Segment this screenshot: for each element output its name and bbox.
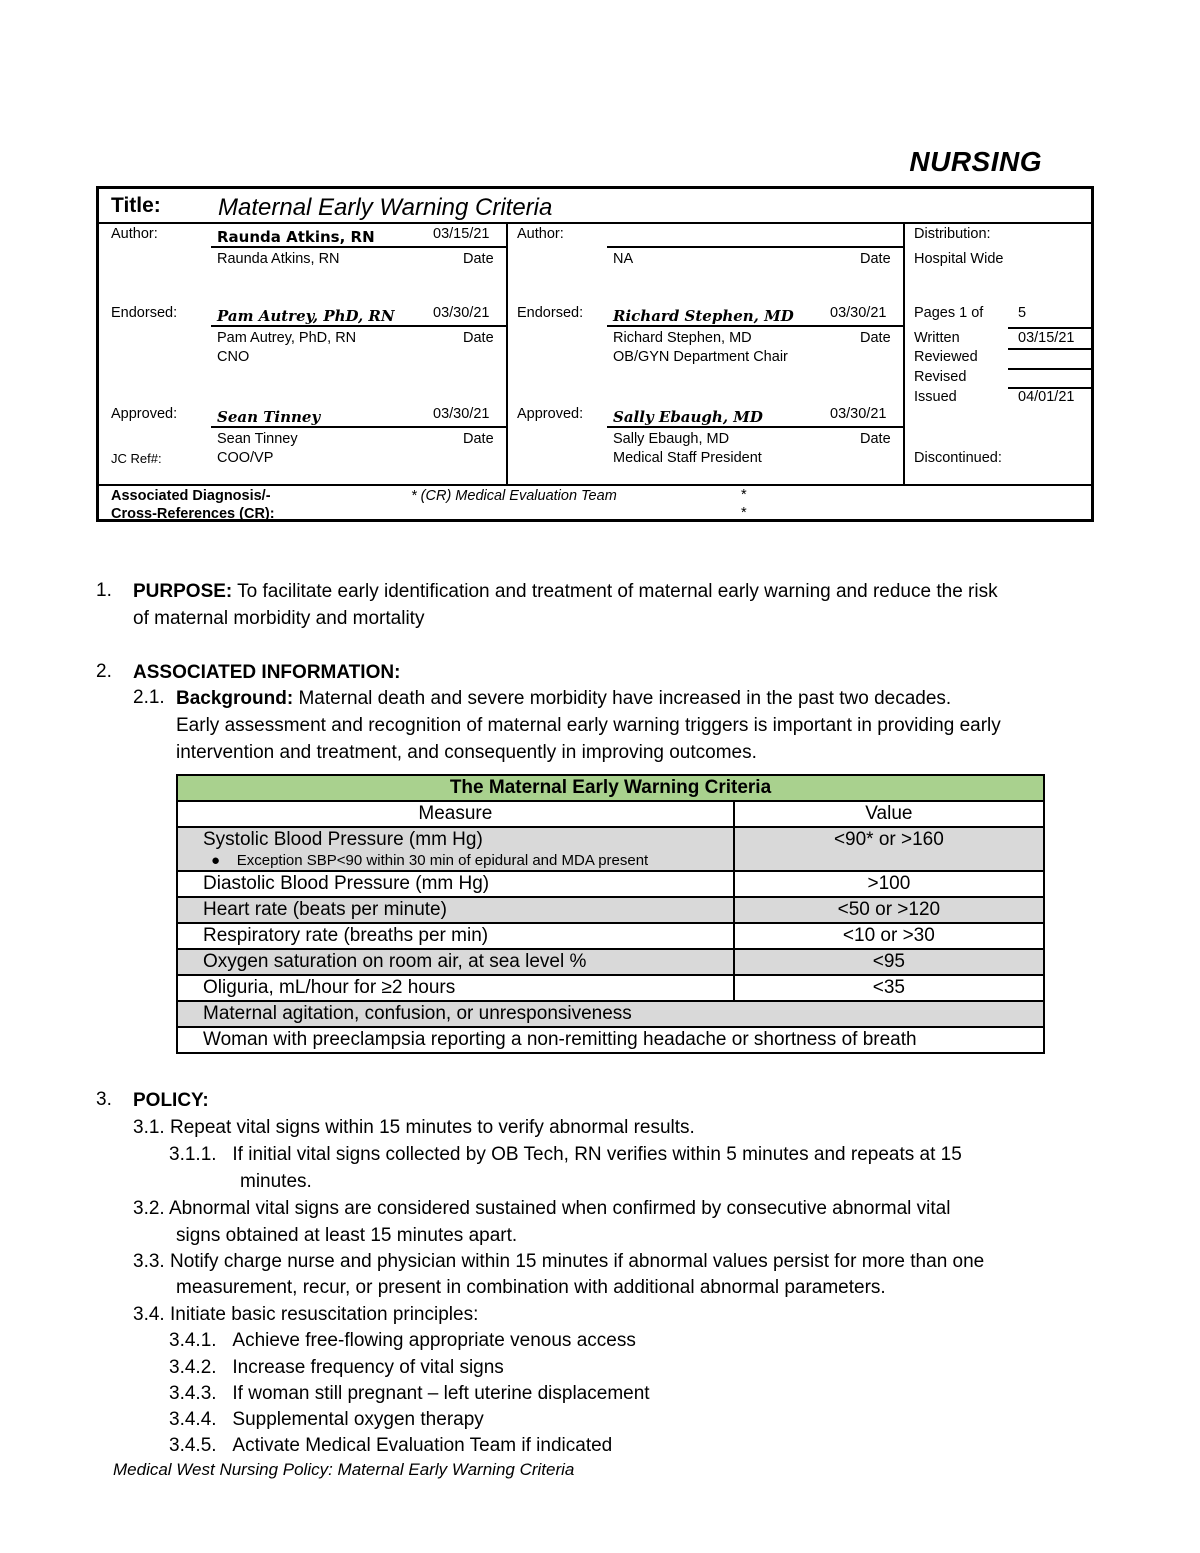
title-value: Maternal Early Warning Criteria — [218, 194, 553, 221]
page-footer: Medical West Nursing Policy: Maternal Early Warning Criteria — [113, 1460, 575, 1479]
full-row-cell: Maternal agitation, confusion, or unresponsiveness — [177, 1001, 1044, 1027]
approved-label: Approved: — [111, 406, 178, 422]
value-cell: <90* or >160 — [734, 827, 1044, 871]
title-label: Title: — [111, 194, 161, 217]
list-item-continuation: minutes. — [240, 1171, 312, 1192]
approved2-label: Approved: — [517, 406, 584, 422]
approved1-signature: Sean Tinney — [217, 408, 321, 426]
written-top-line — [1008, 327, 1094, 329]
table-row — [177, 923, 1044, 949]
column-divider-2 — [903, 222, 905, 484]
approved1-role: COO/VP — [217, 450, 274, 466]
measure-cell: Diastolic Blood Pressure (mm Hg) — [177, 871, 734, 897]
measure-cell: Oxygen saturation on room air, at sea level % — [177, 949, 734, 975]
assoc-label-2: Cross-References (CR): — [111, 506, 275, 522]
assoc-star-2: * — [741, 505, 747, 521]
background-number: 2.1. — [133, 687, 165, 708]
column-divider-1 — [506, 222, 508, 484]
issued-label: Issued — [914, 389, 957, 405]
purpose-line-1 — [133, 579, 998, 606]
approved1-name: Sean Tinney — [217, 431, 298, 447]
list-item: 3.1. Repeat vital signs within 15 minutes to verify abnormal results. — [133, 1117, 695, 1138]
author1-date: 03/15/21 — [433, 226, 490, 242]
list-item: 3.2. Abnormal vital signs are considered sustained when confirmed by consecutive abnormal vital — [133, 1198, 951, 1219]
measure-exception — [203, 852, 733, 870]
policy-label: POLICY: — [133, 1090, 209, 1111]
endorsed1-date: 03/30/21 — [433, 305, 490, 321]
department-heading: NURSING — [909, 146, 1042, 177]
list-item: 3.4.3. If woman still pregnant – left uterine displacement — [169, 1383, 650, 1404]
value-cell: <35 — [734, 975, 1044, 1001]
measure-cell: Respiratory rate (breaths per min) — [177, 923, 734, 949]
list-item-continuation: signs obtained at least 15 minutes apart. — [176, 1225, 518, 1246]
endorsed1-signature: Pam Autrey, PhD, RN — [217, 307, 395, 325]
approved2-date: 03/30/21 — [830, 406, 887, 422]
endorsed2-signature-line — [607, 325, 903, 327]
criteria-table-header-row — [177, 801, 1044, 827]
list-item: 3.4.2. Increase frequency of vital signs — [169, 1357, 504, 1378]
column-header-measure: Measure — [177, 801, 734, 827]
table-row — [177, 897, 1044, 923]
list-item: 3.4.4. Supplemental oxygen therapy — [169, 1409, 484, 1430]
written-line — [1008, 348, 1094, 350]
assoc-divider — [99, 484, 1091, 486]
author1-name: Raunda Atkins, RN — [217, 251, 340, 267]
associated-label: ASSOCIATED INFORMATION: — [133, 662, 401, 683]
table-row — [177, 975, 1044, 1001]
approved1-signature-line — [211, 426, 506, 428]
distribution-label: Distribution: — [914, 226, 991, 242]
table-row — [177, 871, 1044, 897]
pages-label: Pages 1 of — [914, 305, 984, 321]
approved1-date-label: Date — [463, 431, 494, 447]
list-item: 3.4.5. Activate Medical Evaluation Team if indicated — [169, 1435, 613, 1456]
approved2-date-label: Date — [860, 431, 891, 447]
list-item: 3.4.1. Achieve free-flowing appropriate venous access — [169, 1330, 636, 1351]
full-row-cell: Woman with preeclampsia reporting a non-remitting headache or shortness of breath — [177, 1027, 1044, 1053]
pages-value: 5 — [1018, 305, 1027, 321]
author-label: Author: — [111, 226, 158, 242]
author2-signature-line — [607, 246, 903, 248]
criteria-table — [176, 774, 1045, 1054]
background-label: Background: — [176, 688, 294, 709]
distribution-value: Hospital Wide — [914, 251, 1004, 267]
approved2-role: Medical Staff President — [613, 450, 762, 466]
column-header-value: Value — [734, 801, 1044, 827]
approved2-signature-line — [607, 426, 903, 428]
measure-cell — [177, 827, 734, 871]
purpose-line-2: of maternal morbidity and mortality — [133, 608, 425, 629]
list-item: 3.4. Initiate basic resuscitation principles: — [133, 1304, 479, 1325]
endorsed2-signature: Richard Stephen, MD — [613, 307, 794, 325]
approved2-name: Sally Ebaugh, MD — [613, 431, 730, 447]
endorsed2-date-label: Date — [860, 330, 891, 346]
value-cell: <95 — [734, 949, 1044, 975]
assoc-star-1: * — [741, 487, 747, 503]
measure-text: Systolic Blood Pressure (mm Hg) — [203, 829, 483, 850]
endorsed2-date: 03/30/21 — [830, 305, 887, 321]
measure-cell: Heart rate (beats per minute) — [177, 897, 734, 923]
policy-header-box — [96, 186, 1094, 522]
author1-signature: Raunda Atkins, RN — [217, 228, 375, 246]
discontinued-label: Discontinued: — [914, 450, 1002, 466]
assoc-cross-reference: * (CR) Medical Evaluation Team — [411, 488, 617, 504]
purpose-label: PURPOSE: — [133, 581, 233, 602]
value-cell: <50 or >120 — [734, 897, 1044, 923]
measure-exception-text: Exception SBP<90 within 30 min of epidural and MDA present — [236, 852, 649, 869]
endorsed1-name: Pam Autrey, PhD, RN — [217, 330, 357, 346]
approved1-date: 03/30/21 — [433, 406, 490, 422]
written-value: 03/15/21 — [1018, 330, 1075, 346]
list-item-continuation: measurement, recur, or present in combination with additional abnormal parameters. — [176, 1277, 886, 1298]
background-text-1: Maternal death and severe morbidity have increased in the past two decades. — [293, 688, 952, 709]
approved2-signature: Sally Ebaugh, MD — [613, 408, 763, 426]
author2-label: Author: — [517, 226, 564, 242]
author1-date-label: Date — [463, 251, 494, 267]
associated-number: 2. — [96, 661, 112, 682]
background-line-3: intervention and treatment, and consequently in improving outcomes. — [176, 742, 757, 763]
written-label: Written — [914, 330, 960, 346]
measure-cell: Oliguria, mL/hour for ≥2 hours — [177, 975, 734, 1001]
policy-number: 3. — [96, 1089, 112, 1110]
value-cell: >100 — [734, 871, 1044, 897]
purpose-number: 1. — [96, 580, 112, 601]
list-item: 3.3. Notify charge nurse and physician within 15 minutes if abnormal values persist for more than one — [133, 1251, 985, 1272]
reviewed-label: Reviewed — [914, 349, 978, 365]
endorsed-label: Endorsed: — [111, 305, 178, 321]
table-row — [177, 1001, 1044, 1027]
criteria-table-title-row — [177, 775, 1044, 801]
issued-value: 04/01/21 — [1018, 389, 1075, 405]
endorsed1-date-label: Date — [463, 330, 494, 346]
revised-label: Revised — [914, 369, 967, 385]
bullet-icon: ● — [211, 852, 237, 869]
endorsed2-label: Endorsed: — [517, 305, 584, 321]
author1-signature-line — [211, 246, 506, 248]
value-cell: <10 or >30 — [734, 923, 1044, 949]
endorsed1-role: CNO — [217, 349, 250, 365]
background-line-1 — [176, 686, 951, 713]
author2-date-label: Date — [860, 251, 891, 267]
table-row — [177, 1027, 1044, 1053]
table-row — [177, 827, 1044, 871]
criteria-table-title: The Maternal Early Warning Criteria — [177, 775, 1044, 801]
purpose-text-1: To facilitate early identification and treatment of maternal early warning and reduce the risk — [232, 581, 998, 602]
endorsed2-name: Richard Stephen, MD — [613, 330, 752, 346]
background-line-2: Early assessment and recognition of maternal early warning triggers is important in providing early — [176, 715, 1001, 736]
assoc-label-1: Associated Diagnosis/- — [111, 488, 271, 504]
endorsed1-signature-line — [211, 325, 506, 327]
list-item: 3.1.1. If initial vital signs collected by OB Tech, RN verifies within 5 minutes and repeats at 15 — [169, 1144, 962, 1165]
table-row — [177, 949, 1044, 975]
author2-name: NA — [613, 251, 634, 267]
reviewed-line — [1008, 368, 1094, 370]
title-divider — [99, 222, 1091, 224]
jc-ref-label: JC Ref#: — [111, 451, 162, 466]
endorsed2-role: OB/GYN Department Chair — [613, 349, 788, 365]
